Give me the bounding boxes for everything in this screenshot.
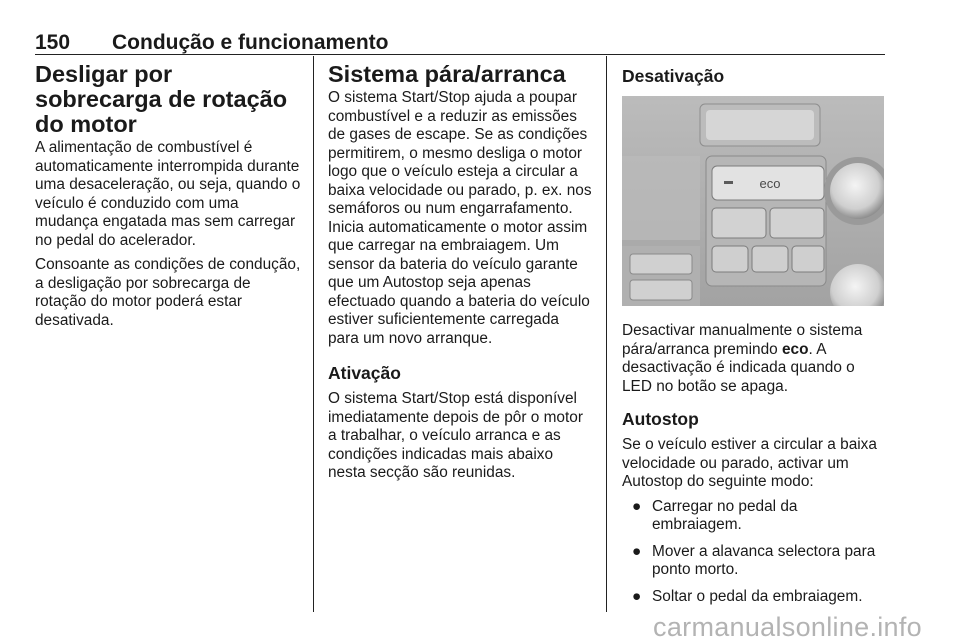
column-divider-2 xyxy=(606,56,607,612)
section-heading-start-stop: Sistema pára/arranca xyxy=(328,61,566,87)
subheading-deactivation: Desativação xyxy=(622,66,725,86)
header-rule xyxy=(35,54,885,55)
subheading-autostop: Autostop xyxy=(622,409,699,429)
subheading-activation: Ativação xyxy=(328,363,401,383)
section-heading-overrev-cutoff: Desligar por sobrecarga de rotação do motor xyxy=(35,61,288,137)
paragraph-start-stop-intro: O sistema Start/Stop ajuda a poupar combustível e a reduzir as emissões de gases de escape. Se as condições permitirem, o mesmo desliga o motor logo que o veículo esteja a circular a baixa velocidade ou parado, p. ex. nos semáforos ou num engarrafamento. Inicia automaticamente o motor assim que carregar na embraiagem. Um sensor da bateria do veículo garante que um Autostop seja apenas efectuado quando a bateria do veículo estiver suficientemente carregada para um novo arranque. xyxy=(328,89,592,347)
bullet-icon: ● xyxy=(632,497,642,515)
paragraph-autostop: Se o veículo estiver a circular a baixa velocidade ou parado, activar um Autostop do seguinte modo: xyxy=(622,436,877,490)
running-title: Condução e funcionamento xyxy=(112,31,389,54)
column-3 xyxy=(622,62,887,614)
rotary-knob-upper xyxy=(830,163,884,219)
paragraph-fuel-cutoff: A alimentação de combustível é automaticamente interrompida durante uma desaceleração, ou seja, quando o veículo é conduzido com uma mudança engatada mas sem carregar no pedal do acelerador. xyxy=(35,139,301,249)
led-indicator xyxy=(724,181,733,184)
page-header xyxy=(35,31,885,53)
list-item: ● Soltar o pedal da embraiagem. xyxy=(632,587,863,605)
eco-button-photo xyxy=(622,96,884,306)
paragraph-conditions: Consoante as condições de condução, a desligação por sobrecarga de rotação do motor poderá estar desativada. xyxy=(35,256,301,329)
page-number: 150 xyxy=(35,31,71,54)
bullet-icon: ● xyxy=(632,542,642,560)
watermark[interactable]: carmanualsonline.info xyxy=(653,612,922,642)
autostop-steps-list xyxy=(622,498,887,607)
list-item: ● Carregar no pedal da embraiagem. xyxy=(632,497,798,533)
column-1 xyxy=(35,62,305,336)
eco-button-label: eco xyxy=(759,176,781,191)
column-2 xyxy=(328,62,594,489)
paragraph-deactivation: Desactivar manualmente o sistema pára/arranca premindo eco. A desactivação é indicada quando o LED no botão se apaga. xyxy=(622,322,863,395)
eco-keyword: eco xyxy=(781,340,809,358)
bullet-icon: ● xyxy=(632,587,642,605)
list-item: ● Mover a alavanca selectora para ponto morto. xyxy=(632,542,876,578)
column-divider-1 xyxy=(313,56,314,612)
paragraph-activation: O sistema Start/Stop está disponível imediatamente depois de pôr o motor a trabalhar, o veículo arranca e as condições indicadas mais abaixo nesta secção são reunidas. xyxy=(328,390,583,481)
